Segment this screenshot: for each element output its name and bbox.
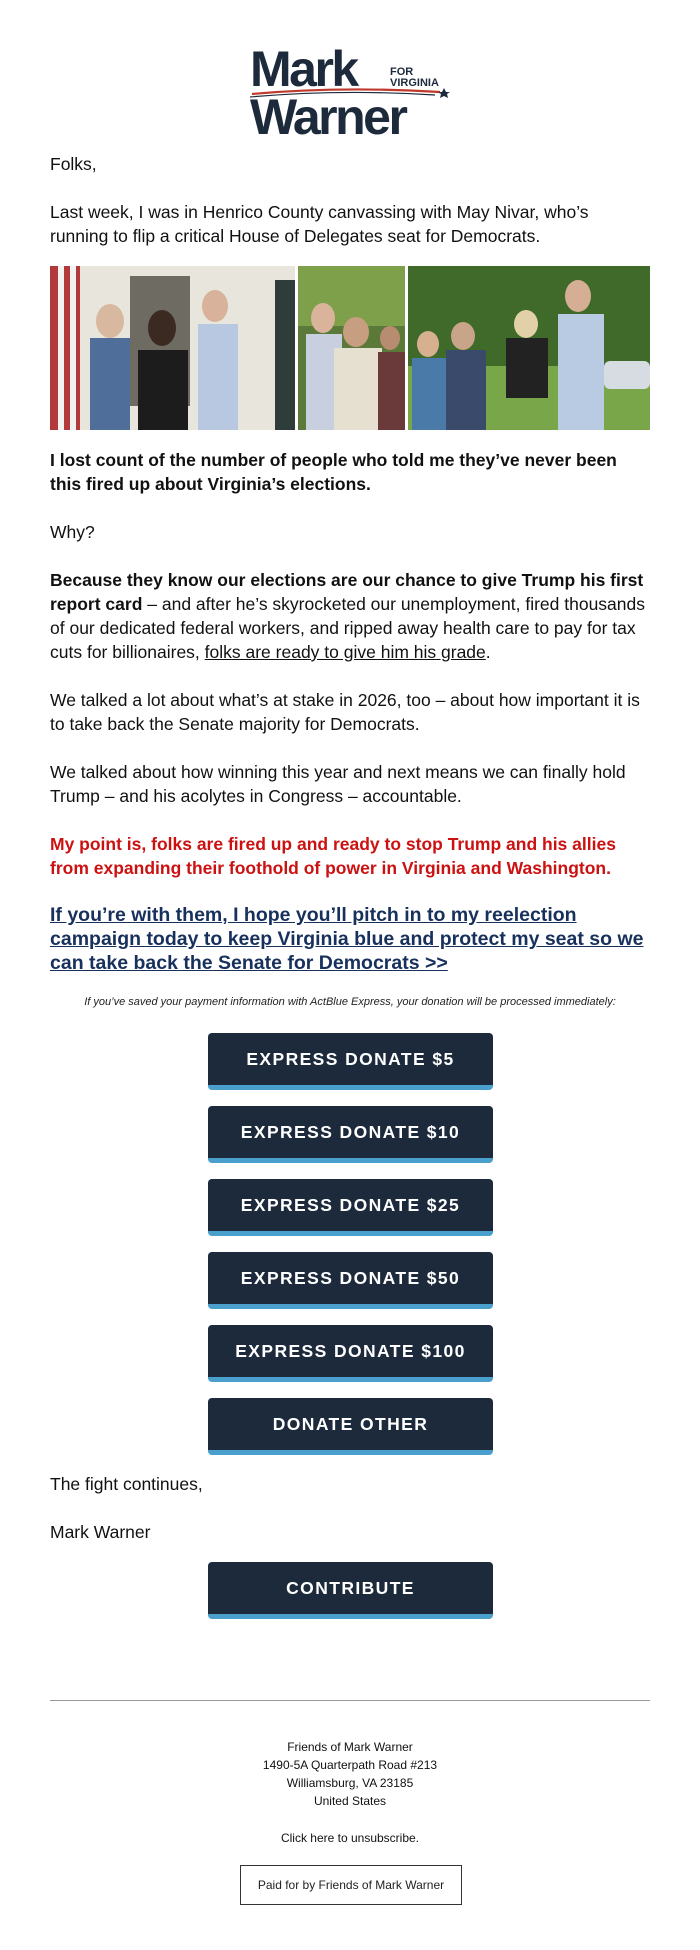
footer-org: Friends of Mark Warner [287,1740,413,1754]
express-note: If you’ve saved your payment information with ActBlue Express, your donation will be processed immediately: [84,996,616,1008]
logo-tag-for: FOR [390,66,414,78]
reelection-cta-paragraph [50,903,650,975]
express-donate-50-button[interactable]: EXPRESS DONATE $50 [208,1252,493,1309]
signoff: The fight continues, [50,1474,203,1494]
unsubscribe-link[interactable]: Click here to unsubscribe. [280,1831,420,1845]
mark-warner-logo [250,41,450,145]
express-donate-10-button[interactable]: EXPRESS DONATE $10 [208,1106,493,1163]
report-card-bold: Because they know our elections are our chance to give Trump his first report card [50,570,644,614]
paid-for-disclaimer: Paid for by Friends of Mark Warner [240,1865,462,1905]
paragraph-my-point: My point is, folks are fired up and ready to stop Trump and his allies from expanding their foothold of power in Virginia and Washington. [50,834,616,878]
footer-country: United States [313,1794,387,1808]
canvassing-photo-collage [50,266,650,430]
canvass-photo-2 [298,266,405,430]
express-donate-5-button[interactable]: EXPRESS DONATE $5 [208,1033,493,1090]
canvass-photo-1 [50,266,295,430]
express-donate-100-button[interactable]: EXPRESS DONATE $100 [208,1325,493,1382]
paragraph-report-card [50,568,650,664]
footer-address-line1: 1490-5A Quarterpath Road #213 [262,1758,438,1772]
grade-link[interactable]: folks are ready to give him his grade [204,642,486,662]
canvass-photo-3 [408,266,650,430]
logo-first-name: Mark [250,41,357,97]
paragraph-canvassing: Last week, I was in Henrico County canvassing with May Nivar, who’s running to flip a critical House of Delegates seat for Democrats. [50,202,589,246]
footer-divider [50,1700,650,1701]
logo-last-name: Warner [250,89,406,145]
report-card-text: – and after he’s skyrocketed our unemployment, fired thousands of our dedicated federal workers, and ripped away health care to pay for tax cuts for billionaires, [50,594,645,662]
donate-other-button[interactable]: DONATE OTHER [208,1398,493,1455]
express-donate-25-button[interactable]: EXPRESS DONATE $25 [208,1179,493,1236]
paragraph-accountable: We talked about how winning this year and next means we can finally hold Trump – and his acolytes in Congress – accountable. [50,762,626,806]
greeting: Folks, [50,154,97,174]
paragraph-why: Why? [50,522,95,542]
footer-address [50,1738,650,1810]
paragraph-2026: We talked a lot about what’s at stake in 2026, too – about how important it is to take back the Senate majority for Democrats. [50,690,640,734]
reelection-cta-link[interactable]: If you’re with them, I hope you’ll pitch in to my reelection campaign today to keep Virginia blue and protect my seat so we can take back the Senate for Democrats >> [50,904,644,974]
report-card-end: . [485,642,491,662]
logo-tag-virginia: VIRGINIA [390,77,439,89]
signature: Mark Warner [50,1522,151,1542]
paragraph-fired-up: I lost count of the number of people who told me they’ve never been this fired up about Virginia’s elections. [50,450,617,494]
footer-address-line2: Williamsburg, VA 23185 [286,1776,414,1790]
contribute-button[interactable]: CONTRIBUTE [208,1562,493,1619]
